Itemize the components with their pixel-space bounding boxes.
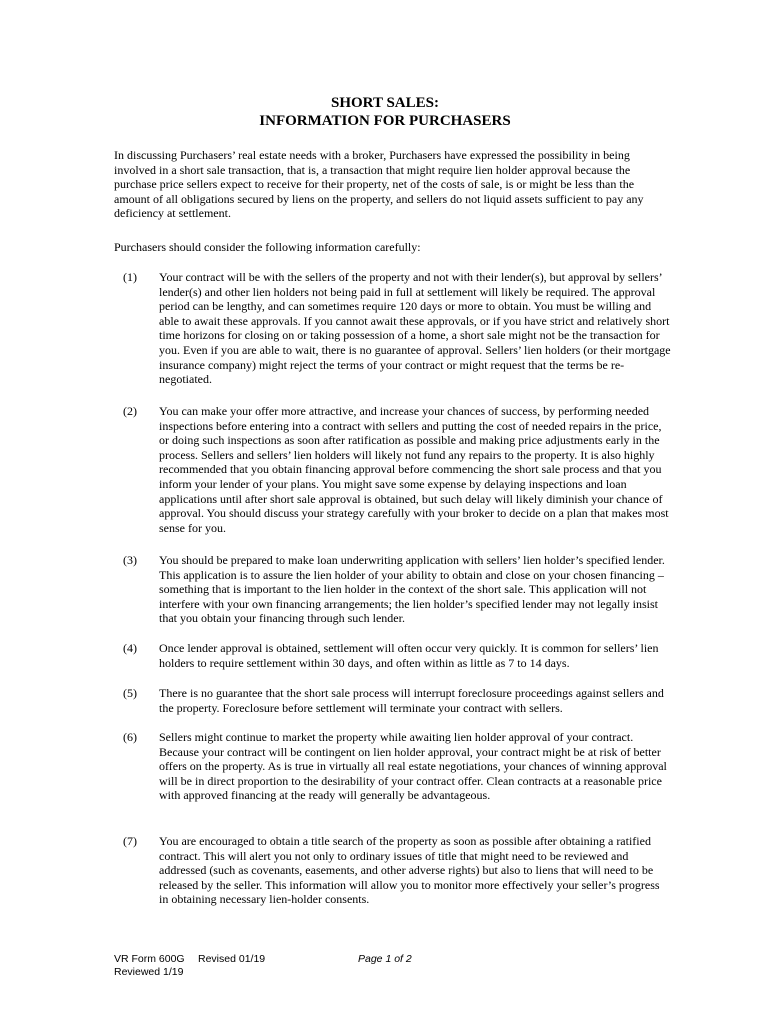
- intro-paragraph: In discussing Purchasers’ real estate needs with a broker, Purchasers have expressed the possibility in being involved in a short sale transaction, that is, a transaction that might require lien holder approval because the purchase price sellers expect to receive for their property, net of the costs of sale, is or might be less than the amount of all obligations secured by liens on the property, and sellers do not liquid assets sufficient to pay any deficiency at settlement.: [114, 148, 644, 221]
- list-item-number: (7): [123, 834, 137, 848]
- footer-reviewed-date: Reviewed 1/19: [114, 966, 184, 978]
- document-title-line2: INFORMATION FOR PURCHASERS: [259, 113, 511, 129]
- list-item-number: (4): [123, 641, 137, 655]
- list-item-number: (5): [123, 686, 137, 700]
- list-item-text: Sellers might continue to market the property while awaiting lien holder approval of your contract. Because your contract will be contingent on lien holder approval, your contract might be at risk of better offers on the property. As is true in virtually all real estate negotiations, your chances of winning approval will be in direct proportion to the desirability of your contract offer. Clean contracts at a reasonable price with approved financing at the ready will generally be advantageous.: [159, 730, 667, 803]
- list-item-text: There is no guarantee that the short sale process will interrupt foreclosure proceedings against sellers and the property. Foreclosure before settlement will terminate your contract with sellers.: [159, 686, 664, 715]
- list-item-text: You can make your offer more attractive, and increase your chances of success, by performing needed inspections before entering into a contract with sellers and putting the cost of needed repairs in the price, or doing such inspections as soon after ratification as possible and making price adjustments early in the process. Sellers and sellers’ lien holders will likely not fund any repairs to the property. It is also highly recommended that you obtain financing approval before commencing the short sale process and that you inform your lender of your plans. You might save some expense by delaying inspections and loan applications until after short sale approval is obtained, but such delay will likely diminish your chance of approval. You should discuss your strategy carefully with your broker to decide on a plan that makes most sense for you.: [159, 404, 669, 535]
- document-title-line1: SHORT SALES:: [331, 95, 439, 111]
- footer-form-number: VR Form 600G: [114, 953, 185, 965]
- footer-page-number: Page 1 of 2: [358, 953, 412, 965]
- list-item-text: Your contract will be with the sellers of the property and not with their lender(s), but approval by sellers’ lender(s) and other lien holders not being paid in full at settlement will likely be required. The approval period can be lengthy, and can sometimes require 120 days or more to obtain. You must be willing and able to await these approvals. If you cannot await these approvals, or if you have strict and relatively short time horizons for closing on or taking possession of a home, a short sale might not be the transaction for you. Even if you are able to wait, there is no guarantee of approval. Sellers’ lien holders (or their mortgage insurance company) might reject the terms of your contract or might request that the terms be re-negotiated.: [159, 270, 671, 387]
- list-item-text: You are encouraged to obtain a title search of the property as soon as possible after obtaining a ratified contract. This will alert you not only to ordinary issues of title that might need to be reviewed and addressed (such as covenants, easements, and other adverse rights) but also to liens that will need to be released by the seller. This information will allow you to monitor more effectively your seller’s progress in obtaining necessary lien-holder consents.: [159, 834, 660, 907]
- list-item-text: You should be prepared to make loan underwriting application with sellers’ lien holder’s specified lender. This application is to assure the lien holder of your ability to obtain and close on your chosen financing – something that is important to the lien holder in the context of the short sale. This application will not interfere with your own financing arrangements; the lien holder’s specified lender may not legally insist that you obtain your financing through such lender.: [159, 553, 665, 626]
- list-item-text: Once lender approval is obtained, settlement will often occur very quickly. It is common for sellers’ lien holders to require settlement within 30 days, and often within as little as 7 to 14 days.: [159, 641, 659, 670]
- footer-revised-date: Revised 01/19: [198, 953, 266, 965]
- list-item-number: (2): [123, 404, 137, 418]
- consider-paragraph: Purchasers should consider the following information carefully:: [114, 240, 421, 254]
- list-item-number: (6): [123, 730, 137, 744]
- list-item-number: (1): [123, 270, 137, 284]
- list-item-number: (3): [123, 553, 137, 567]
